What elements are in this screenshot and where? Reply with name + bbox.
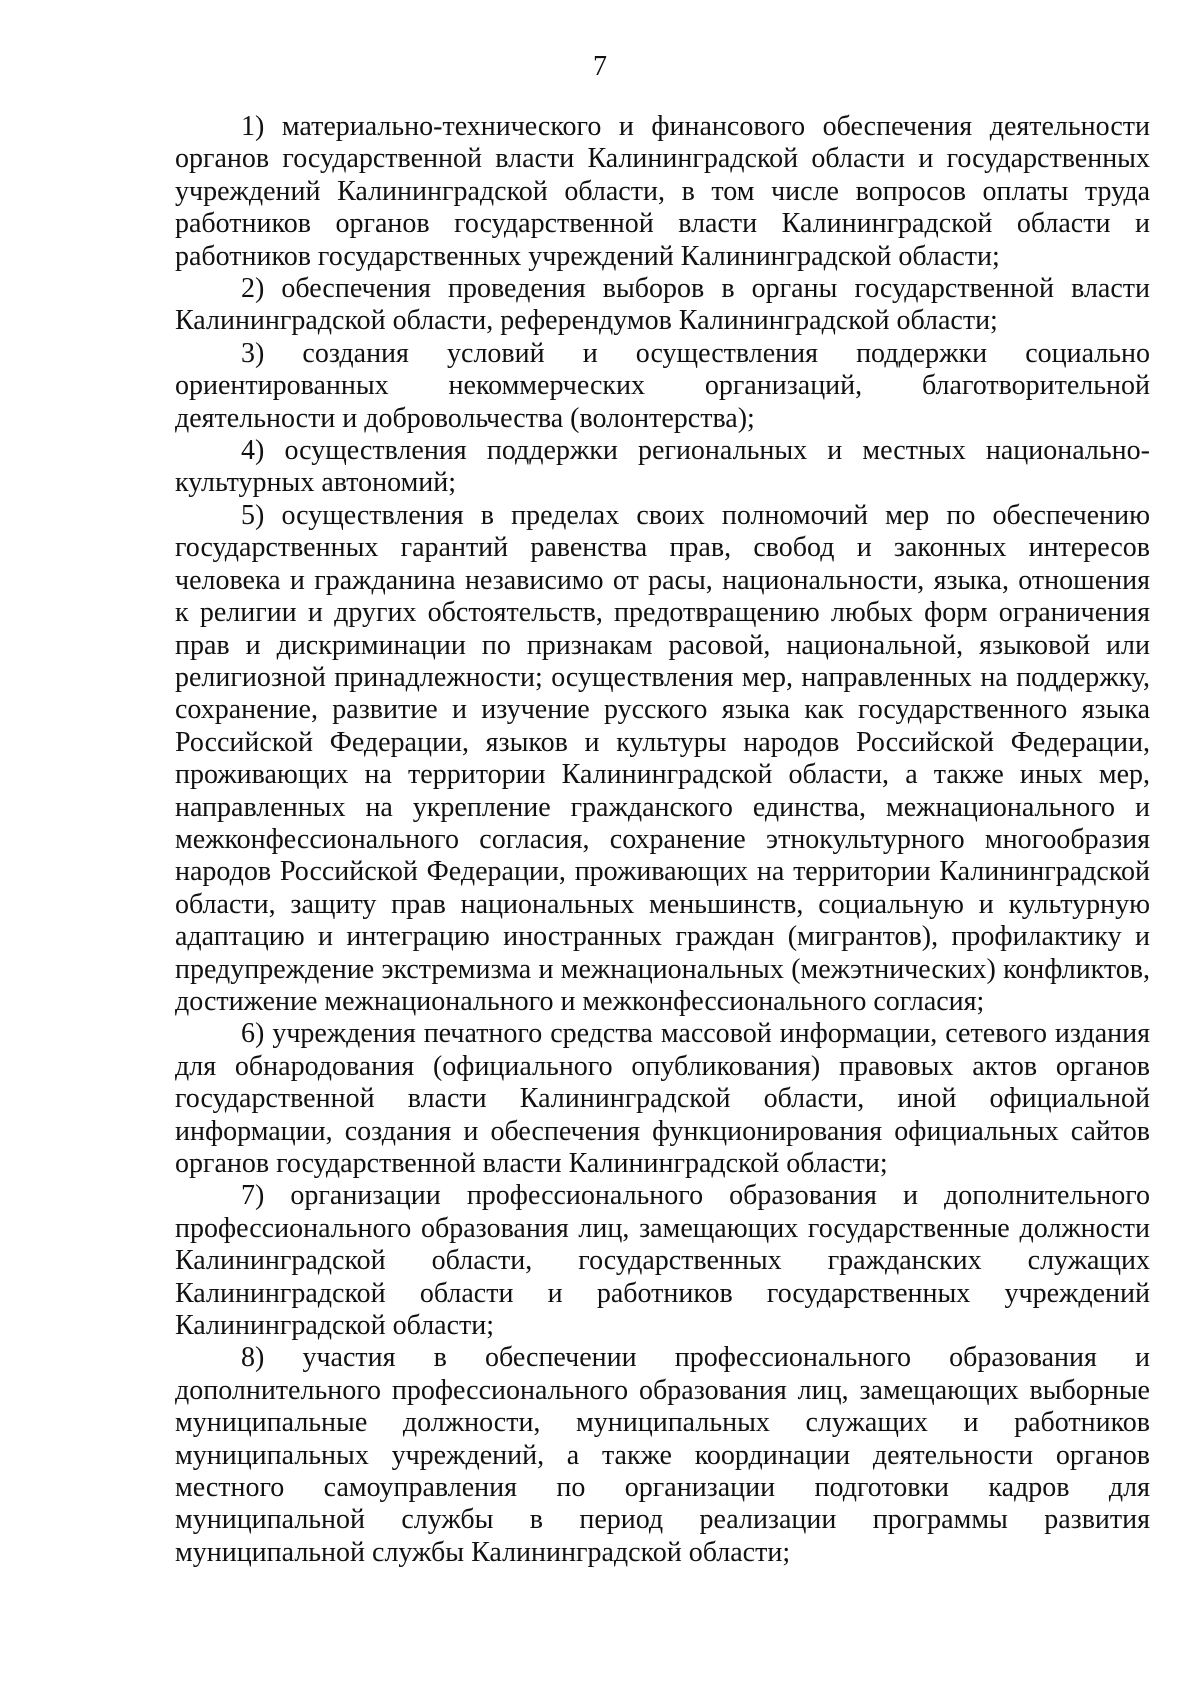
- list-item-7: 7) организации профессионального образования и дополнительного профессионального образования лиц, замещающих государственные должности Калининградской области, государственных гражданских служащих Калининградской области и работников государственных учреждений Калининградской области;: [175, 1180, 1150, 1342]
- page-number: 7: [593, 51, 607, 82]
- list-item-5: 5) осуществления в пределах своих полномочий мер по обеспечению государственных гарантий равенства прав, свобод и законных интересов человека и гражданина независимо от расы, национальности, языка, отношения к религии и других обстоятельств, предотвращению любых форм ограничения прав и дискриминации по признакам расовой, национальной, языковой или религиозной принадлежности; осуществления мер, направленных на поддержку, сохранение, развитие и изучение русского языка как государственного языка Российской Федерации, языков и культуры народов Российской Федерации, проживающих на территории Калининградской области, а также иных мер, направленных на укрепление гражданского единства, межнационального и межконфессионального согласия, сохранение этнокультурного многообразия народов Российской Федерации, проживающих на территории Калининградской области, защиту прав национальных меньшинств, социальную и культурную адаптацию и интеграцию иностранных граждан (мигрантов), профилактику и предупреждение экстремизма и межнациональных (межэтнических) конфликтов, достижение межнационального и межконфессионального согласия;: [175, 499, 1150, 1017]
- list-item-4: 4) осуществления поддержки региональных и местных национально-культурных автономий;: [175, 435, 1150, 499]
- list-item-2: 2) обеспечения проведения выборов в органы государственной власти Калининградской области, референдумов Калининградской области;: [175, 273, 1150, 337]
- document-body: [175, 111, 1150, 1569]
- list-item-6: 6) учреждения печатного средства массовой информации, сетевого издания для обнародования (официального опубликования) правовых актов органов государственной власти Калининградской области, иной официальной информации, создания и обеспечения функционирования официальных сайтов органов государственной власти Калининградской области;: [175, 1018, 1150, 1179]
- list-item-8: 8) участия в обеспечении профессионального образования и дополнительного профессионального образования лиц, замещающих выборные муниципальные должности, муниципальных служащих и работников муниципальных учреждений, а также координации деятельности органов местного самоуправления по организации подготовки кадров для муниципальной службы в период реализации программы развития муниципальной службы Калининградской области;: [175, 1342, 1150, 1568]
- list-item-1: 1) материально-технического и финансового обеспечения деятельности органов государственной власти Калининградской области и государственных учреждений Калининградской области, в том числе вопросов оплаты труда работников органов государственной власти Калининградской области и работников государственных учреждений Калининградской области;: [175, 111, 1150, 272]
- list-item-3: 3) создания условий и осуществления поддержки социально ориентированных некоммерческих организаций, благотворительной деятельности и добровольчества (волонтерства);: [175, 337, 1150, 434]
